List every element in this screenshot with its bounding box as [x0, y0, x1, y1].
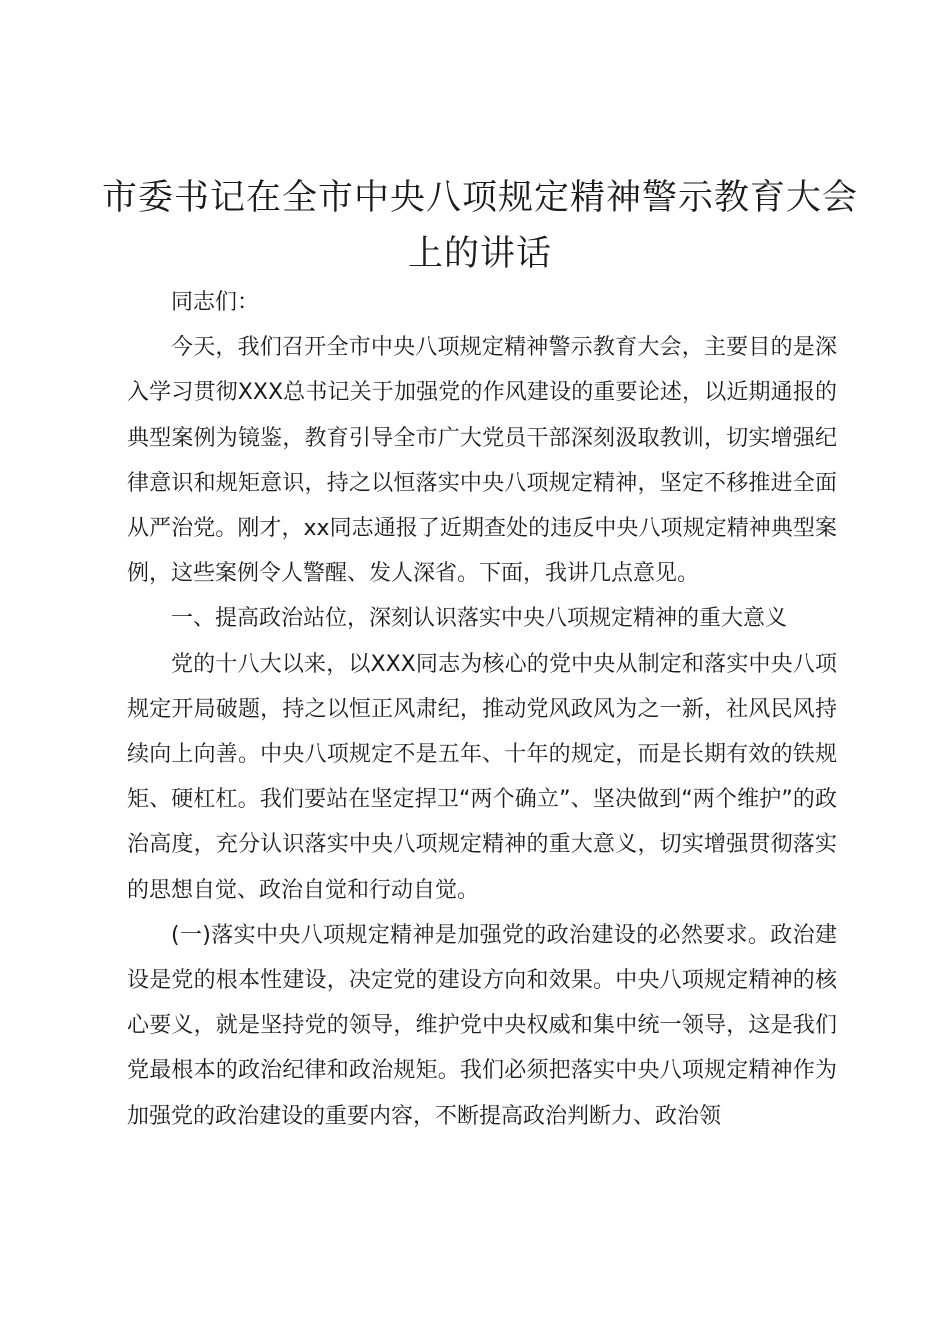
document-title: 市委书记在全市中央八项规定精神警示教育大会上的讲话 — [101, 178, 858, 274]
paragraph-subsection-1: (一)落实中央八项规定精神是加强党的政治建设的必然要求。政治建设是党的根本性建设，决定党的建设方向和效果。中央八项规定精神的核心要义，就是坚持党的领导，维护党中央权威和集中统一领导，这是我们党最根本的政治纪律和政治规矩。我们必须把落实中央八项规定精神作为加强党的政治建设的重要内容，不断提高政治判断力、政治领 — [127, 922, 837, 1129]
salutation: 同志们： — [171, 290, 260, 315]
section-heading-1: 一、提高政治站位，深刻认识落实中央八项规定精神的重大意义 — [171, 606, 788, 632]
paragraph-intro: 今天，我们召开全市中央八项规定精神警示教育大会，主要目的是深入学习贯彻XXX总书记关于加强党的作风建设的重要论述，以近期通报的典型案例为镜鉴，教育引导全市广大党员干部深刻汲取教训，切实增强纪律意识和规矩意识，持之以恒落实中央八项规定精神，坚定不移推进全面从严治党。刚才，xx同志通报了近期查处的违反中央八项规定精神典型案例，这些案例令人警醒、发人深省。下面，我讲几点意见。 — [127, 335, 837, 587]
paragraph-section-1: 党的十八大以来，以XXX同志为核心的党中央从制定和落实中央八项规定开局破题，持之以恒正风肃纪，推动党风政风为之一新，社风民风持续向上向善。中央八项规定不是五年、十年的规定，而是长期有效的铁规矩、硬杠杠。我们要站在坚定捍卫“两个确立”、坚决做到“两个维护”的政治高度，充分认识落实中央八项规定精神的重大意义，切实增强贯彻落实的思想自觉、政治自觉和行动自觉。 — [127, 651, 837, 903]
document-body — [127, 280, 837, 1139]
